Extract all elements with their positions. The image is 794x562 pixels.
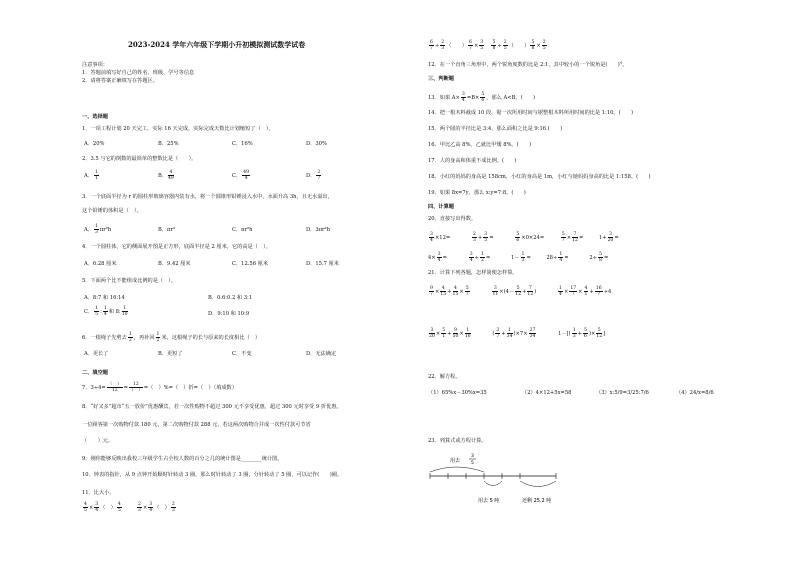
question-11: 11．比大小。: [82, 490, 115, 496]
diagram-top-brace: [430, 467, 484, 472]
diagram-bottom-left: 还剩 25.2 吨: [522, 498, 552, 504]
question-12: 12．在一个直角三角形中，两个锐角度数的比是 2:1，其中较小的一个锐角是( )°。: [428, 62, 628, 68]
option[interactable]: A．更长了: [84, 351, 109, 357]
question-6: 6．一根绳子先剪去 $\frac{1}{2}$ ，再补回 $\frac{1}{2}$ 米，这根绳子的长与原来的长度相比（ ）: [82, 332, 261, 343]
option[interactable]: D．9:10 和 10:9: [208, 311, 250, 317]
notes-heading: 注意事项：: [82, 62, 108, 68]
option[interactable]: D．15.7 厘米: [306, 261, 339, 267]
note-item: 2．请将答案正确填写在答题区。: [82, 78, 158, 84]
question-15: 15．两个圆的半径比是 3:4，那么面积之比是 9:16.( ): [428, 126, 563, 132]
question-19: 19．如果 8x=7y，那么 x:y=7:8。( ): [428, 190, 526, 196]
option[interactable]: B．9.42 厘米: [158, 261, 191, 267]
question-10: 10．钟表的指针，从 9 点钟开始顺时针转动 3 圈，那么时针转动了 3 圈，分针转动了 5 圈，可以记作( )圈。: [82, 472, 343, 478]
question-2: 2．3.5 与它的倒数的最简单的整数比是（ ）。: [82, 156, 197, 162]
question-21: 21．计算下列各题，怎样简便怎样算。: [428, 270, 518, 276]
option[interactable]: C．πr²h: [232, 227, 253, 233]
question-8: 8．“好又多”超市“五一放价”优惠酬宾，若一次性购物不超过 300 元不享受优惠，超过 300 元时享受 9 折优惠。: [82, 404, 342, 410]
option[interactable]: B．更短了: [158, 351, 183, 357]
segment-diagram: [426, 448, 566, 508]
exam-title: 2023-2024 学年六年级下学期小升初模拟测试数学试卷: [128, 40, 306, 49]
option[interactable]: B．πr³: [158, 227, 175, 233]
question-8-cont: 一位顾客第一次购物付款 180 元，第二次购物付款 288 元，若这两次购物合并成一次性付款可节省: [82, 422, 311, 428]
section-heading-choice: 一、选择题: [82, 114, 108, 120]
section-heading-fill: 二、填空题: [82, 370, 108, 376]
question-9: 9．刚你能够反映出我校三年级学生占全校人数的百分之几的统计图是________统计图。: [82, 456, 283, 462]
option[interactable]: A．6.28 厘米: [84, 261, 117, 267]
option[interactable]: D． $\frac{2}{7}$: [306, 170, 321, 181]
question-22: 22．解方程。: [428, 374, 461, 380]
option[interactable]: A． $\frac{1}{3}$ πr²h: [84, 224, 112, 235]
option[interactable]: D．3πr²h: [306, 227, 330, 233]
question-8-blank[interactable]: （ ）元。: [82, 438, 114, 444]
simplify-row-1: $\frac{9}{7}$ × $\frac{4}{15}$ + $\frac{4}{15}$ × $\frac{5}{7}$ $\frac{3}{11}$ ×(4－ $\frac{5}{12}$ + $\frac{7}{12}$ ) $\frac{1}{4}$ × $\frac{17}{7}$ × $\frac{4}{1}$ + $\frac{16}{7}$ ÷4: [430, 286, 612, 297]
calc-row-1: $\frac{3}{4}$ ×12= $\frac{2}{3}$ + $\frac{3}{5}$ = $\frac{5}{6}$ ×0×24= $\frac{5}{7}$ × $\frac{7}{12}$ = 1+ $\frac{3}{20}$ =: [430, 232, 619, 243]
diagram-top-frac-d: 5: [471, 461, 474, 466]
compare-row-top: $\frac{6}{7}$ ÷ $\frac{2}{3}$ （ ） $\frac{6}{7}$ × $\frac{3}{5}$ $\frac{5}{8}$ ÷ $\frac{2}{5}$ （ ） $\frac{5}{8}$ × $\frac{2}{5}$: [430, 40, 546, 51]
option[interactable]: C．不变: [232, 351, 252, 357]
question-1: 1．一项工程计划 20 天完工，实际 16 天完成，实际完成天数比计划缩短了（ ）。: [82, 126, 274, 132]
option[interactable]: A． $\frac{1}{1}$: [84, 170, 98, 181]
equation-2: （2）4×12+5x=58: [522, 390, 572, 396]
equation-3: （3）x:5/9=3/25:7/6: [596, 390, 649, 396]
question-7: 7．3÷4= $\frac{( )}{12}$ = $\frac{12}{( )}$ =（ ）%=（ ）折=（ ）（填成数）: [82, 382, 237, 393]
compare-item: $\frac{4}{5}$ × $\frac{3}{4}$ （ ） $\frac{4}{5}$: [84, 502, 121, 513]
equation-4: （4）24/x=8/6: [676, 390, 714, 396]
option[interactable]: C． $\frac{1}{5}$ : $\frac{1}{4}$ 和 8: $\frac{1}{10}$: [84, 306, 128, 317]
section-heading-judge: 三、判断题: [428, 76, 454, 82]
question-13: 13．如果 A× $\frac{3}{4}$ =B× $\frac{5}{6}$ ，那么 A<B。( ): [428, 92, 536, 103]
compare-item: $\frac{2}{3}$ × $\frac{3}{4}$ （ ） $\frac{2}{3}$: [138, 502, 175, 513]
question-3: 3．一个底面半径为 r 的圆柱形玻璃容器内装有水，将一个圆锥形铅锤浸入水中，水面升高 3h，且无水溢出，: [82, 194, 333, 200]
option[interactable]: C． $\frac{49}{4}$: [232, 170, 250, 181]
question-14: 14．把一根木料截成 10 段，锯一次所用时间与锯整根木料所用时间的比是 1:10。( ): [428, 110, 634, 116]
note-item: 1．答题前填写好自己的姓名、班级、学号等信息: [82, 70, 195, 76]
option[interactable]: B．0.6:0.2 和 3:1: [208, 295, 253, 301]
diagram-top-frac-n: 3: [471, 454, 474, 459]
question-16: 16．甲比乙高 8%，乙就比甲矮 8%。( ): [428, 142, 532, 148]
option[interactable]: D．无法确定: [306, 351, 337, 357]
option[interactable]: C．16%: [232, 141, 253, 147]
question-5: 5．下面两个比不能组成比例的是（ ）。: [82, 278, 177, 284]
option[interactable]: C．12.56 厘米: [232, 261, 269, 267]
diagram-bottom-used: 用去 5 吨: [478, 498, 500, 504]
question-3-cont: 这个铅锤的体积是（ ）。: [82, 208, 142, 214]
option[interactable]: A．8:7 和 16:14: [84, 295, 125, 301]
calc-row-2: 4× $\frac{3}{4}$ = $\frac{3}{4}$ ÷ $\frac{1}{2}$ = 1－ $\frac{1}{3}$ = 28÷ $\frac{1}{4}$ = 2÷ $\frac{5}{8}$ =: [428, 252, 609, 263]
diagram-top-label: 用去: [450, 458, 461, 464]
option[interactable]: B． $\frac{4}{49}$: [158, 170, 174, 181]
section-heading-calc: 四、计算题: [428, 204, 454, 210]
question-18: 18．小红的妈妈的身高是 158cm，小红的身高是 1m，小红与她妈妈身高的比是 1:158。( ): [428, 174, 651, 180]
question-23: 23．列算式或方程计算。: [428, 438, 487, 444]
equation-1: （1）65%x－30%x=35: [428, 390, 487, 396]
simplify-row-2: $\frac{3}{20}$ × $\frac{5}{1}$ + $\frac{9}{50}$ × $\frac{1}{10}$ ( $\frac{3}{7}$ + $\frac{1}{34}$ )×7× $\frac{27}{34}$ 1－[( $\frac{1}{3}$ + $\frac{5}{6}$ )× $\frac{5}{12}$ ]: [429, 328, 606, 339]
option[interactable]: B．25%: [158, 141, 179, 147]
option[interactable]: D．30%: [306, 141, 327, 147]
question-17: 17．人的身高和体重不成比例。( ): [428, 158, 517, 164]
option[interactable]: A．20%: [84, 141, 105, 147]
question-20: 20．直接写出得数。: [428, 216, 477, 222]
question-4: 4．一个圆柱体，它的侧面展开图是正方形，底面半径是 2 厘米，它的高是（ ）。: [82, 244, 271, 250]
